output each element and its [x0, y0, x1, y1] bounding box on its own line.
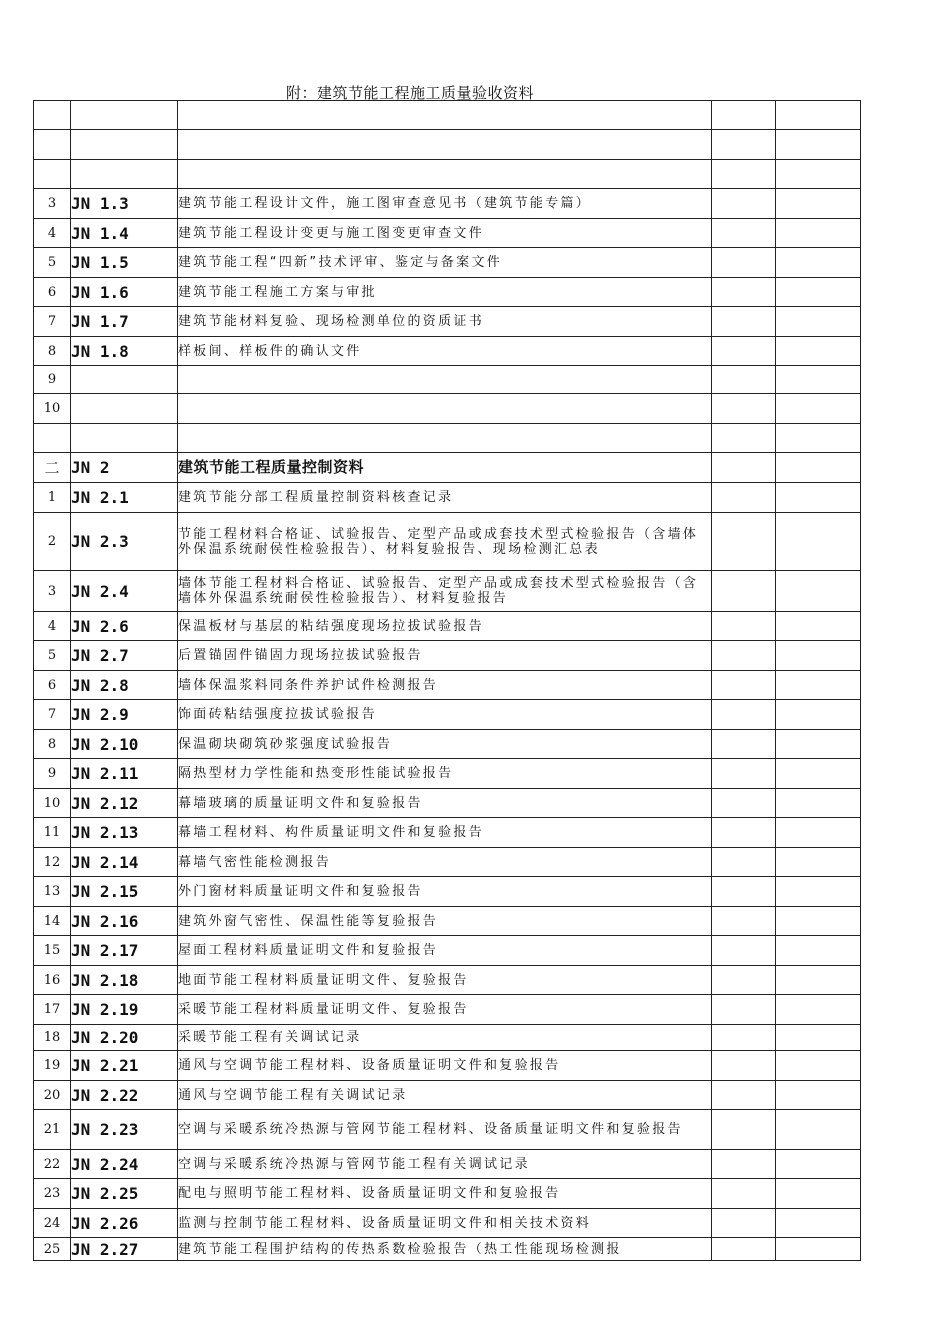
table-row [34, 700, 861, 730]
blank-cell [776, 1051, 861, 1081]
blank-cell [712, 966, 776, 995]
row-number-cell: 17 [34, 995, 71, 1025]
record-name-cell [178, 160, 712, 189]
record-code-cell: JN 2.4 [71, 571, 178, 612]
table-row [34, 730, 861, 759]
record-name-cell: 建筑节能工程设计文件，施工图审查意见书（建筑节能专篇） [178, 189, 712, 219]
blank-cell [776, 700, 861, 730]
row-number-cell: 3 [34, 571, 71, 612]
table-row [34, 513, 861, 571]
record-code-cell: JN 2.10 [71, 730, 178, 759]
record-name-cell: 节能工程材料合格证、试验报告、定型产品或成套技术型式检验报告（含墙体外保温系统耐侯性检验报告）、材料复验报告、现场检测汇总表 [178, 513, 712, 571]
record-name-cell: 建筑节能工程质量控制资料 [178, 453, 712, 483]
row-number-cell: 14 [34, 907, 71, 936]
blank-cell [776, 1025, 861, 1051]
table-row [34, 818, 861, 848]
table-row [34, 101, 861, 130]
record-code-cell [71, 101, 178, 130]
blank-cell [776, 483, 861, 513]
table-row [34, 1179, 861, 1209]
blank-cell [712, 424, 776, 453]
blank-cell [776, 730, 861, 759]
record-name-cell: 幕墙气密性能检测报告 [178, 848, 712, 877]
row-number-cell [34, 424, 71, 453]
table-row [34, 366, 861, 394]
table-row [34, 936, 861, 966]
row-number-cell: 5 [34, 641, 71, 671]
record-code-cell: JN 2.12 [71, 789, 178, 818]
record-name-cell: 通风与空调节能工程材料、设备质量证明文件和复验报告 [178, 1051, 712, 1081]
table-row [34, 759, 861, 789]
record-name-cell [178, 101, 712, 130]
record-name-cell: 隔热型材力学性能和热变形性能试验报告 [178, 759, 712, 789]
row-number-cell: 7 [34, 307, 71, 337]
record-code-cell: JN 2.24 [71, 1150, 178, 1179]
blank-cell [776, 453, 861, 483]
row-number-cell: 8 [34, 337, 71, 366]
table-row [34, 278, 861, 307]
record-code-cell: JN 2.22 [71, 1081, 178, 1110]
blank-cell [776, 789, 861, 818]
record-name-cell: 建筑节能材料复验、现场检测单位的资质证书 [178, 307, 712, 337]
table-row [34, 1051, 861, 1081]
blank-cell [776, 1150, 861, 1179]
blank-cell [712, 483, 776, 513]
record-name-cell: 建筑节能工程施工方案与审批 [178, 278, 712, 307]
record-name-cell: 保温板材与基层的粘结强度现场拉拔试验报告 [178, 612, 712, 641]
blank-cell [776, 1110, 861, 1150]
record-name-cell: 采暖节能工程材料质量证明文件、复验报告 [178, 995, 712, 1025]
blank-cell [712, 995, 776, 1025]
record-code-cell: JN 2.11 [71, 759, 178, 789]
row-number-cell: 20 [34, 1081, 71, 1110]
record-code-cell: JN 2.19 [71, 995, 178, 1025]
blank-cell [712, 877, 776, 907]
blank-cell [712, 1238, 776, 1261]
record-name-cell: 通风与空调节能工程有关调试记录 [178, 1081, 712, 1110]
blank-cell [776, 1179, 861, 1209]
record-code-cell: JN 2.14 [71, 848, 178, 877]
blank-cell [776, 848, 861, 877]
acceptance-records-table [33, 100, 861, 1261]
record-name-cell [178, 130, 712, 160]
blank-cell [776, 248, 861, 278]
table-row [34, 424, 861, 453]
blank-cell [712, 789, 776, 818]
table-row [34, 483, 861, 513]
record-name-cell: 屋面工程材料质量证明文件和复验报告 [178, 936, 712, 966]
record-name-cell: 建筑节能工程围护结构的传热系数检验报告（热工性能现场检测报 [178, 1238, 712, 1261]
record-code-cell: JN 2.8 [71, 671, 178, 700]
section-row [34, 453, 861, 483]
record-code-cell [71, 394, 178, 424]
row-number-cell [34, 130, 71, 160]
record-code-cell [71, 424, 178, 453]
blank-cell [776, 936, 861, 966]
blank-cell [712, 278, 776, 307]
table-row [34, 907, 861, 936]
record-name-cell: 外门窗材料质量证明文件和复验报告 [178, 877, 712, 907]
record-code-cell: JN 2.9 [71, 700, 178, 730]
table-row [34, 130, 861, 160]
record-code-cell [71, 366, 178, 394]
blank-cell [776, 278, 861, 307]
blank-cell [776, 337, 861, 366]
record-name-cell: 建筑节能工程设计变更与施工图变更审查文件 [178, 219, 712, 248]
blank-cell [776, 995, 861, 1025]
blank-cell [712, 641, 776, 671]
row-number-cell: 10 [34, 394, 71, 424]
table-row [34, 1209, 861, 1238]
table-row [34, 1025, 861, 1051]
blank-cell [776, 366, 861, 394]
row-number-cell: 22 [34, 1150, 71, 1179]
blank-cell [712, 907, 776, 936]
record-code-cell: JN 2.16 [71, 907, 178, 936]
blank-cell [712, 394, 776, 424]
table-row [34, 966, 861, 995]
document-title: 附：建筑节能工程施工质量验收资料 [285, 84, 534, 102]
blank-cell [776, 759, 861, 789]
blank-cell [776, 101, 861, 130]
record-name-cell: 幕墙工程材料、构件质量证明文件和复验报告 [178, 818, 712, 848]
blank-cell [712, 366, 776, 394]
blank-cell [776, 394, 861, 424]
blank-cell [712, 571, 776, 612]
blank-cell [712, 612, 776, 641]
record-name-cell: 建筑节能分部工程质量控制资料核查记录 [178, 483, 712, 513]
row-number-cell: 24 [34, 1209, 71, 1238]
blank-cell [712, 1179, 776, 1209]
blank-cell [776, 877, 861, 907]
table-row [34, 848, 861, 877]
blank-cell [712, 337, 776, 366]
row-number-cell: 1 [34, 483, 71, 513]
record-name-cell: 样板间、样板件的确认文件 [178, 337, 712, 366]
blank-cell [776, 966, 861, 995]
row-number-cell: 23 [34, 1179, 71, 1209]
record-code-cell: JN 2.7 [71, 641, 178, 671]
table-row [34, 1110, 861, 1150]
blank-cell [776, 818, 861, 848]
table-row [34, 671, 861, 700]
blank-cell [712, 936, 776, 966]
record-name-cell [178, 424, 712, 453]
blank-cell [712, 307, 776, 337]
row-number-cell: 19 [34, 1051, 71, 1081]
blank-cell [712, 759, 776, 789]
record-code-cell: JN 2.15 [71, 877, 178, 907]
row-number-cell: 7 [34, 700, 71, 730]
record-code-cell: JN 2.17 [71, 936, 178, 966]
record-code-cell: JN 2.23 [71, 1110, 178, 1150]
row-number-cell: 9 [34, 759, 71, 789]
blank-cell [712, 1110, 776, 1150]
row-number-cell: 9 [34, 366, 71, 394]
row-number-cell: 4 [34, 612, 71, 641]
blank-cell [712, 513, 776, 571]
blank-cell [776, 1081, 861, 1110]
blank-cell [776, 189, 861, 219]
blank-cell [712, 730, 776, 759]
record-name-cell: 配电与照明节能工程材料、设备质量证明文件和复验报告 [178, 1179, 712, 1209]
row-number-cell: 13 [34, 877, 71, 907]
blank-cell [712, 1209, 776, 1238]
record-code-cell: JN 1.6 [71, 278, 178, 307]
blank-cell [776, 513, 861, 571]
blank-cell [712, 189, 776, 219]
blank-cell [776, 307, 861, 337]
record-code-cell [71, 160, 178, 189]
row-number-cell: 6 [34, 278, 71, 307]
blank-cell [712, 130, 776, 160]
record-name-cell: 空调与采暖系统冷热源与管网节能工程材料、设备质量证明文件和复验报告 [178, 1110, 712, 1150]
row-number-cell: 25 [34, 1238, 71, 1261]
blank-cell [712, 671, 776, 700]
record-name-cell [178, 394, 712, 424]
record-name-cell: 墙体保温浆料同条件养护试件检测报告 [178, 671, 712, 700]
row-number-cell: 2 [34, 513, 71, 571]
row-number-cell [34, 160, 71, 189]
record-code-cell: JN 2.1 [71, 483, 178, 513]
row-number-cell: 二 [34, 453, 71, 483]
blank-cell [712, 700, 776, 730]
table-row [34, 995, 861, 1025]
blank-cell [776, 1238, 861, 1261]
record-name-cell: 地面节能工程材料质量证明文件、复验报告 [178, 966, 712, 995]
record-code-cell: JN 1.5 [71, 248, 178, 278]
record-name-cell: 监测与控制节能工程材料、设备质量证明文件和相关技术资料 [178, 1209, 712, 1238]
table-row [34, 641, 861, 671]
row-number-cell: 12 [34, 848, 71, 877]
blank-cell [712, 1081, 776, 1110]
blank-cell [712, 219, 776, 248]
row-number-cell: 4 [34, 219, 71, 248]
blank-cell [712, 101, 776, 130]
table-row [34, 877, 861, 907]
row-number-cell: 11 [34, 818, 71, 848]
table-row [34, 612, 861, 641]
row-number-cell: 18 [34, 1025, 71, 1051]
row-number-cell: 5 [34, 248, 71, 278]
table-row [34, 1081, 861, 1110]
record-name-cell: 墙体节能工程材料合格证、试验报告、定型产品或成套技术型式检验报告（含墙体外保温系统耐侯性检验报告）、材料复验报告 [178, 571, 712, 612]
blank-cell [712, 1025, 776, 1051]
record-code-cell: JN 1.4 [71, 219, 178, 248]
blank-cell [712, 848, 776, 877]
blank-cell [712, 818, 776, 848]
record-name-cell: 后置锚固件锚固力现场拉拔试验报告 [178, 641, 712, 671]
table-row [34, 1238, 861, 1261]
blank-cell [712, 453, 776, 483]
record-code-cell: JN 1.8 [71, 337, 178, 366]
blank-cell [712, 1150, 776, 1179]
blank-cell [776, 219, 861, 248]
record-name-cell: 建筑外窗气密性、保温性能等复验报告 [178, 907, 712, 936]
blank-cell [712, 1051, 776, 1081]
record-code-cell: JN 1.3 [71, 189, 178, 219]
table-row [34, 1150, 861, 1179]
table-row [34, 307, 861, 337]
record-name-cell [178, 366, 712, 394]
blank-cell [776, 612, 861, 641]
table-row [34, 248, 861, 278]
blank-cell [776, 641, 861, 671]
record-code-cell: JN 2.20 [71, 1025, 178, 1051]
record-code-cell: JN 2.18 [71, 966, 178, 995]
table-row [34, 189, 861, 219]
table-row [34, 337, 861, 366]
blank-cell [776, 130, 861, 160]
record-name-cell: 采暖节能工程有关调试记录 [178, 1025, 712, 1051]
row-number-cell: 10 [34, 789, 71, 818]
record-code-cell: JN 1.7 [71, 307, 178, 337]
record-code-cell: JN 2.27 [71, 1238, 178, 1261]
record-code-cell: JN 2.21 [71, 1051, 178, 1081]
row-number-cell [34, 101, 71, 130]
row-number-cell: 3 [34, 189, 71, 219]
record-name-cell: 保温砌块砌筑砂浆强度试验报告 [178, 730, 712, 759]
record-code-cell: JN 2.26 [71, 1209, 178, 1238]
blank-cell [712, 248, 776, 278]
record-code-cell: JN 2 [71, 453, 178, 483]
blank-cell [712, 160, 776, 189]
row-number-cell: 16 [34, 966, 71, 995]
record-name-cell: 幕墙玻璃的质量证明文件和复验报告 [178, 789, 712, 818]
row-number-cell: 6 [34, 671, 71, 700]
record-code-cell: JN 2.25 [71, 1179, 178, 1209]
table-row [34, 789, 861, 818]
record-code-cell [71, 130, 178, 160]
row-number-cell: 8 [34, 730, 71, 759]
record-name-cell: 建筑节能工程“四新”技术评审、鉴定与备案文件 [178, 248, 712, 278]
table-row [34, 571, 861, 612]
record-code-cell: JN 2.13 [71, 818, 178, 848]
record-code-cell: JN 2.3 [71, 513, 178, 571]
table-row [34, 219, 861, 248]
table-row [34, 160, 861, 189]
blank-cell [776, 671, 861, 700]
table-row [34, 394, 861, 424]
blank-cell [776, 907, 861, 936]
blank-cell [776, 160, 861, 189]
record-name-cell: 空调与采暖系统冷热源与管网节能工程有关调试记录 [178, 1150, 712, 1179]
blank-cell [776, 1209, 861, 1238]
blank-cell [776, 424, 861, 453]
record-code-cell: JN 2.6 [71, 612, 178, 641]
blank-cell [776, 571, 861, 612]
row-number-cell: 21 [34, 1110, 71, 1150]
record-name-cell: 饰面砖粘结强度拉拔试验报告 [178, 700, 712, 730]
row-number-cell: 15 [34, 936, 71, 966]
